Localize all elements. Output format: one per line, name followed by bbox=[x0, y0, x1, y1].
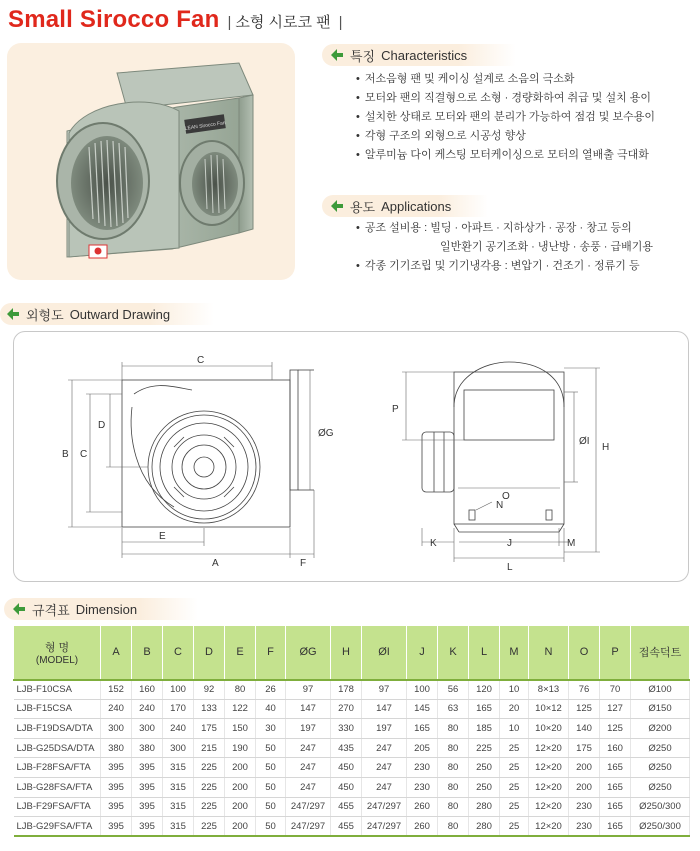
outward-drawing bbox=[13, 331, 689, 582]
page-title bbox=[8, 6, 343, 36]
table-cell: 25 bbox=[500, 797, 529, 817]
dim-label-b: B bbox=[62, 449, 69, 460]
table-cell: 395 bbox=[132, 758, 163, 778]
leaf-icon bbox=[330, 48, 344, 62]
characteristics-heading-en: Characteristics bbox=[381, 47, 468, 63]
dim-label-j: J bbox=[507, 538, 512, 549]
list-item: • 각형 구조의 외형으로 시공성 향상 bbox=[356, 127, 655, 146]
drawing-heading bbox=[0, 303, 214, 325]
column-header: ØI bbox=[362, 626, 407, 680]
table-cell: 40 bbox=[256, 699, 286, 719]
table-cell: 80 bbox=[438, 738, 469, 758]
table-cell: 395 bbox=[132, 797, 163, 817]
table-cell: 455 bbox=[331, 797, 362, 817]
table-cell: 10 bbox=[500, 719, 529, 739]
label-plate-text: LEAN Sirocco Fan bbox=[184, 120, 227, 132]
applications-heading bbox=[322, 195, 488, 217]
dim-label-m: M bbox=[567, 538, 576, 549]
table-cell: Ø250/300 bbox=[631, 797, 690, 817]
table-row bbox=[14, 777, 690, 797]
table-cell: 125 bbox=[600, 719, 631, 739]
dimension-heading-en: Dimension bbox=[75, 601, 138, 617]
drawing-heading-ko: 외형도 bbox=[26, 307, 64, 323]
product-photo bbox=[7, 43, 295, 280]
characteristics-heading bbox=[322, 44, 516, 66]
table-row bbox=[14, 758, 690, 778]
table-row bbox=[14, 817, 690, 837]
table-cell: 8×13 bbox=[529, 680, 569, 700]
table-cell: 225 bbox=[194, 758, 225, 778]
table-cell: 330 bbox=[331, 719, 362, 739]
table-row bbox=[14, 719, 690, 739]
table-cell: 395 bbox=[132, 817, 163, 837]
column-header: D bbox=[194, 626, 225, 680]
table-cell-model: LJB-F15CSA bbox=[14, 699, 101, 719]
drawing-heading-en: Outward Drawing bbox=[69, 306, 171, 322]
table-cell: 30 bbox=[256, 719, 286, 739]
table-cell: 395 bbox=[101, 777, 132, 797]
table-cell: 140 bbox=[569, 719, 600, 739]
table-cell: 450 bbox=[331, 777, 362, 797]
table-cell: 260 bbox=[407, 797, 438, 817]
table-cell: 165 bbox=[600, 777, 631, 797]
table-cell: 145 bbox=[407, 699, 438, 719]
applications-heading-en: Applications bbox=[381, 198, 452, 214]
model-header-ko: 형 명 bbox=[44, 641, 70, 654]
table-cell: 250 bbox=[469, 777, 500, 797]
dim-label-g: ØG bbox=[318, 428, 334, 439]
table-cell: 50 bbox=[256, 738, 286, 758]
dim-label-e: E bbox=[159, 531, 166, 542]
table-cell: 240 bbox=[101, 699, 132, 719]
model-header-en: (MODEL) bbox=[35, 654, 79, 666]
table-cell: 80 bbox=[438, 758, 469, 778]
table-cell: 133 bbox=[194, 699, 225, 719]
table-cell: 10 bbox=[500, 680, 529, 700]
table-row bbox=[14, 738, 690, 758]
column-header: F bbox=[256, 626, 286, 680]
table-cell: 240 bbox=[163, 719, 194, 739]
table-row bbox=[14, 699, 690, 719]
table-row bbox=[14, 680, 690, 700]
column-header: O bbox=[569, 626, 600, 680]
applications-list bbox=[356, 219, 653, 276]
dim-label-k: K bbox=[430, 538, 437, 549]
list-item: • 공조 설비용 : 빌딩 · 아파트 · 지하상가 · 공장 · 창고 등의 bbox=[356, 219, 653, 238]
table-cell: 63 bbox=[438, 699, 469, 719]
leaf-icon bbox=[330, 199, 344, 213]
table-cell: 10×20 bbox=[529, 719, 569, 739]
dim-label-i: ØI bbox=[579, 436, 590, 447]
table-cell: 197 bbox=[286, 719, 331, 739]
table-cell-model: LJB-F29FSA/FTA bbox=[14, 797, 101, 817]
table-cell: 120 bbox=[469, 680, 500, 700]
table-cell: 247/297 bbox=[362, 797, 407, 817]
table-cell: 80 bbox=[438, 719, 469, 739]
column-header: C bbox=[163, 626, 194, 680]
dimension-heading bbox=[4, 598, 198, 620]
table-cell-model: LJB-F10CSA bbox=[14, 680, 101, 700]
table-cell: 92 bbox=[194, 680, 225, 700]
dim-label-d: D bbox=[98, 420, 106, 431]
table-cell: 26 bbox=[256, 680, 286, 700]
table-cell: 12×20 bbox=[529, 797, 569, 817]
table-cell: 395 bbox=[101, 758, 132, 778]
dim-label-c-vert: C bbox=[80, 449, 88, 460]
table-cell: 160 bbox=[132, 680, 163, 700]
table-cell: 127 bbox=[600, 699, 631, 719]
table-cell: Ø100 bbox=[631, 680, 690, 700]
list-item: • 각종 기기조립 및 기기냉각용 : 변압기 · 건조기 · 정류기 등 bbox=[356, 257, 653, 276]
table-cell: 200 bbox=[225, 817, 256, 837]
table-cell: 80 bbox=[438, 817, 469, 837]
table-cell: Ø250/300 bbox=[631, 817, 690, 837]
table-cell: 147 bbox=[286, 699, 331, 719]
table-cell: 395 bbox=[101, 797, 132, 817]
list-item: • 설치한 상태로 모터와 팬의 분리가 가능하여 점검 및 보수용이 bbox=[356, 108, 655, 127]
table-cell: 200 bbox=[569, 777, 600, 797]
column-header: M bbox=[500, 626, 529, 680]
list-item: • 모터와 팬의 직결형으로 소형 · 경량화하여 취급 및 설치 용이 bbox=[356, 89, 655, 108]
table-cell: 165 bbox=[469, 699, 500, 719]
table-cell: 125 bbox=[569, 699, 600, 719]
table-cell: Ø250 bbox=[631, 738, 690, 758]
table-cell: 200 bbox=[569, 758, 600, 778]
table-cell: 178 bbox=[331, 680, 362, 700]
table-cell: 280 bbox=[469, 797, 500, 817]
table-cell: 247 bbox=[286, 777, 331, 797]
column-header: 접속덕트 bbox=[631, 626, 690, 680]
table-cell: 97 bbox=[362, 680, 407, 700]
table-cell: 80 bbox=[438, 797, 469, 817]
table-cell: 56 bbox=[438, 680, 469, 700]
table-cell: 300 bbox=[101, 719, 132, 739]
table-cell: 50 bbox=[256, 777, 286, 797]
table-cell: 247 bbox=[362, 777, 407, 797]
drawing-canvas bbox=[14, 332, 690, 583]
column-header: B bbox=[132, 626, 163, 680]
column-header: P bbox=[600, 626, 631, 680]
table-cell: 215 bbox=[194, 738, 225, 758]
table-cell: 380 bbox=[132, 738, 163, 758]
table-cell: 12×20 bbox=[529, 777, 569, 797]
table-cell: 455 bbox=[331, 817, 362, 837]
dim-label-l: L bbox=[507, 562, 513, 573]
table-cell: 225 bbox=[469, 738, 500, 758]
table-cell: 315 bbox=[163, 797, 194, 817]
title-separator: | bbox=[227, 14, 232, 31]
dim-label-h: H bbox=[602, 442, 610, 453]
table-cell: 247 bbox=[362, 738, 407, 758]
table-cell: 165 bbox=[600, 797, 631, 817]
table-cell: 270 bbox=[331, 699, 362, 719]
table-cell-model: LJB-F28FSA/FTA bbox=[14, 758, 101, 778]
dim-label-c: C bbox=[197, 355, 205, 366]
table-cell: 315 bbox=[163, 777, 194, 797]
column-header-model bbox=[14, 626, 101, 680]
table-cell: 12×20 bbox=[529, 738, 569, 758]
table-cell: 20 bbox=[500, 699, 529, 719]
dimension-table-body bbox=[14, 680, 690, 837]
column-header: L bbox=[469, 626, 500, 680]
leaf-icon bbox=[12, 602, 26, 616]
list-item: • 저소음형 팬 및 케이싱 설계로 소음의 극소화 bbox=[356, 70, 655, 89]
table-cell: 395 bbox=[132, 777, 163, 797]
table-cell-model: LJB-G28FSA/FTA bbox=[14, 777, 101, 797]
table-cell: 165 bbox=[600, 758, 631, 778]
table-cell: 175 bbox=[569, 738, 600, 758]
table-cell: 247/297 bbox=[286, 817, 331, 837]
table-cell: 200 bbox=[225, 777, 256, 797]
table-cell: 80 bbox=[438, 777, 469, 797]
table-cell: 230 bbox=[569, 797, 600, 817]
column-header: N bbox=[529, 626, 569, 680]
table-cell: 185 bbox=[469, 719, 500, 739]
table-cell: 152 bbox=[101, 680, 132, 700]
list-item-continuation: 일반환기 공기조화 · 냉난방 · 송풍 · 급배기용 bbox=[440, 241, 654, 253]
table-cell: 260 bbox=[407, 817, 438, 837]
table-cell: 250 bbox=[469, 758, 500, 778]
table-cell: 25 bbox=[500, 777, 529, 797]
table-cell: 165 bbox=[600, 817, 631, 837]
table-cell: 50 bbox=[256, 758, 286, 778]
table-cell: 100 bbox=[407, 680, 438, 700]
table-cell: 70 bbox=[600, 680, 631, 700]
table-cell: 97 bbox=[286, 680, 331, 700]
table-cell: 205 bbox=[407, 738, 438, 758]
list-item: • 알루미늄 다이 케스팅 모터케이싱으로 모터의 열배출 극대화 bbox=[356, 146, 655, 165]
table-cell: 25 bbox=[500, 758, 529, 778]
table-cell: 247/297 bbox=[286, 797, 331, 817]
table-cell: 160 bbox=[600, 738, 631, 758]
table-cell: 12×20 bbox=[529, 817, 569, 837]
title-english: Small Sirocco Fan bbox=[8, 6, 220, 33]
dimension-heading-ko: 규격표 bbox=[32, 602, 70, 618]
table-cell: 230 bbox=[407, 777, 438, 797]
table-cell: 247/297 bbox=[362, 817, 407, 837]
characteristics-heading-ko: 특징 bbox=[350, 48, 376, 64]
table-cell: Ø250 bbox=[631, 758, 690, 778]
table-row bbox=[14, 797, 690, 817]
table-cell: 435 bbox=[331, 738, 362, 758]
table-cell-model: LJB-G29FSA/FTA bbox=[14, 817, 101, 837]
table-cell: 247 bbox=[362, 758, 407, 778]
table-cell: 10×12 bbox=[529, 699, 569, 719]
column-header: K bbox=[438, 626, 469, 680]
table-cell: 170 bbox=[163, 699, 194, 719]
table-cell: Ø150 bbox=[631, 699, 690, 719]
table-cell: 225 bbox=[194, 817, 225, 837]
table-cell: 76 bbox=[569, 680, 600, 700]
table-cell: 100 bbox=[163, 680, 194, 700]
table-cell: 190 bbox=[225, 738, 256, 758]
table-header-row bbox=[14, 626, 690, 680]
table-cell: 315 bbox=[163, 758, 194, 778]
table-cell: 50 bbox=[256, 797, 286, 817]
table-cell: Ø200 bbox=[631, 719, 690, 739]
column-header: E bbox=[225, 626, 256, 680]
table-cell: 12×20 bbox=[529, 758, 569, 778]
table-cell: 450 bbox=[331, 758, 362, 778]
table-cell: Ø250 bbox=[631, 777, 690, 797]
table-cell-model: LJB-F19DSA/DTA bbox=[14, 719, 101, 739]
table-cell: 300 bbox=[132, 719, 163, 739]
column-header: J bbox=[407, 626, 438, 680]
table-cell: 175 bbox=[194, 719, 225, 739]
table-cell: 300 bbox=[163, 738, 194, 758]
table-cell: 25 bbox=[500, 817, 529, 837]
column-header: ØG bbox=[286, 626, 331, 680]
characteristics-list bbox=[356, 70, 655, 165]
title-separator-end: | bbox=[338, 14, 343, 31]
table-cell: 25 bbox=[500, 738, 529, 758]
dim-label-p: P bbox=[392, 404, 399, 415]
table-cell: 280 bbox=[469, 817, 500, 837]
sirocco-fan-illustration bbox=[7, 43, 295, 280]
title-korean: 소형 시로코 팬 bbox=[235, 14, 331, 31]
column-header: A bbox=[101, 626, 132, 680]
table-cell: 200 bbox=[225, 797, 256, 817]
table-cell-model: LJB-G25DSA/DTA bbox=[14, 738, 101, 758]
dim-label-a: A bbox=[212, 558, 219, 569]
table-cell: 80 bbox=[225, 680, 256, 700]
applications-heading-ko: 용도 bbox=[350, 199, 376, 215]
column-header: H bbox=[331, 626, 362, 680]
table-cell: 315 bbox=[163, 817, 194, 837]
dimension-table bbox=[13, 625, 690, 837]
table-cell: 395 bbox=[101, 817, 132, 837]
table-cell: 50 bbox=[256, 817, 286, 837]
dim-label-n: N bbox=[496, 500, 504, 511]
table-cell: 247 bbox=[286, 738, 331, 758]
table-cell: 230 bbox=[407, 758, 438, 778]
table-cell: 240 bbox=[132, 699, 163, 719]
table-cell: 225 bbox=[194, 797, 225, 817]
table-cell: 225 bbox=[194, 777, 225, 797]
table-cell: 122 bbox=[225, 699, 256, 719]
table-cell: 165 bbox=[407, 719, 438, 739]
table-cell: 247 bbox=[286, 758, 331, 778]
table-cell: 380 bbox=[101, 738, 132, 758]
table-cell: 230 bbox=[569, 817, 600, 837]
dim-label-f: F bbox=[300, 558, 307, 569]
leaf-icon bbox=[6, 307, 20, 321]
table-cell: 200 bbox=[225, 758, 256, 778]
table-cell: 150 bbox=[225, 719, 256, 739]
dim-label-o: O bbox=[502, 491, 510, 502]
table-cell: 147 bbox=[362, 699, 407, 719]
table-cell: 197 bbox=[362, 719, 407, 739]
